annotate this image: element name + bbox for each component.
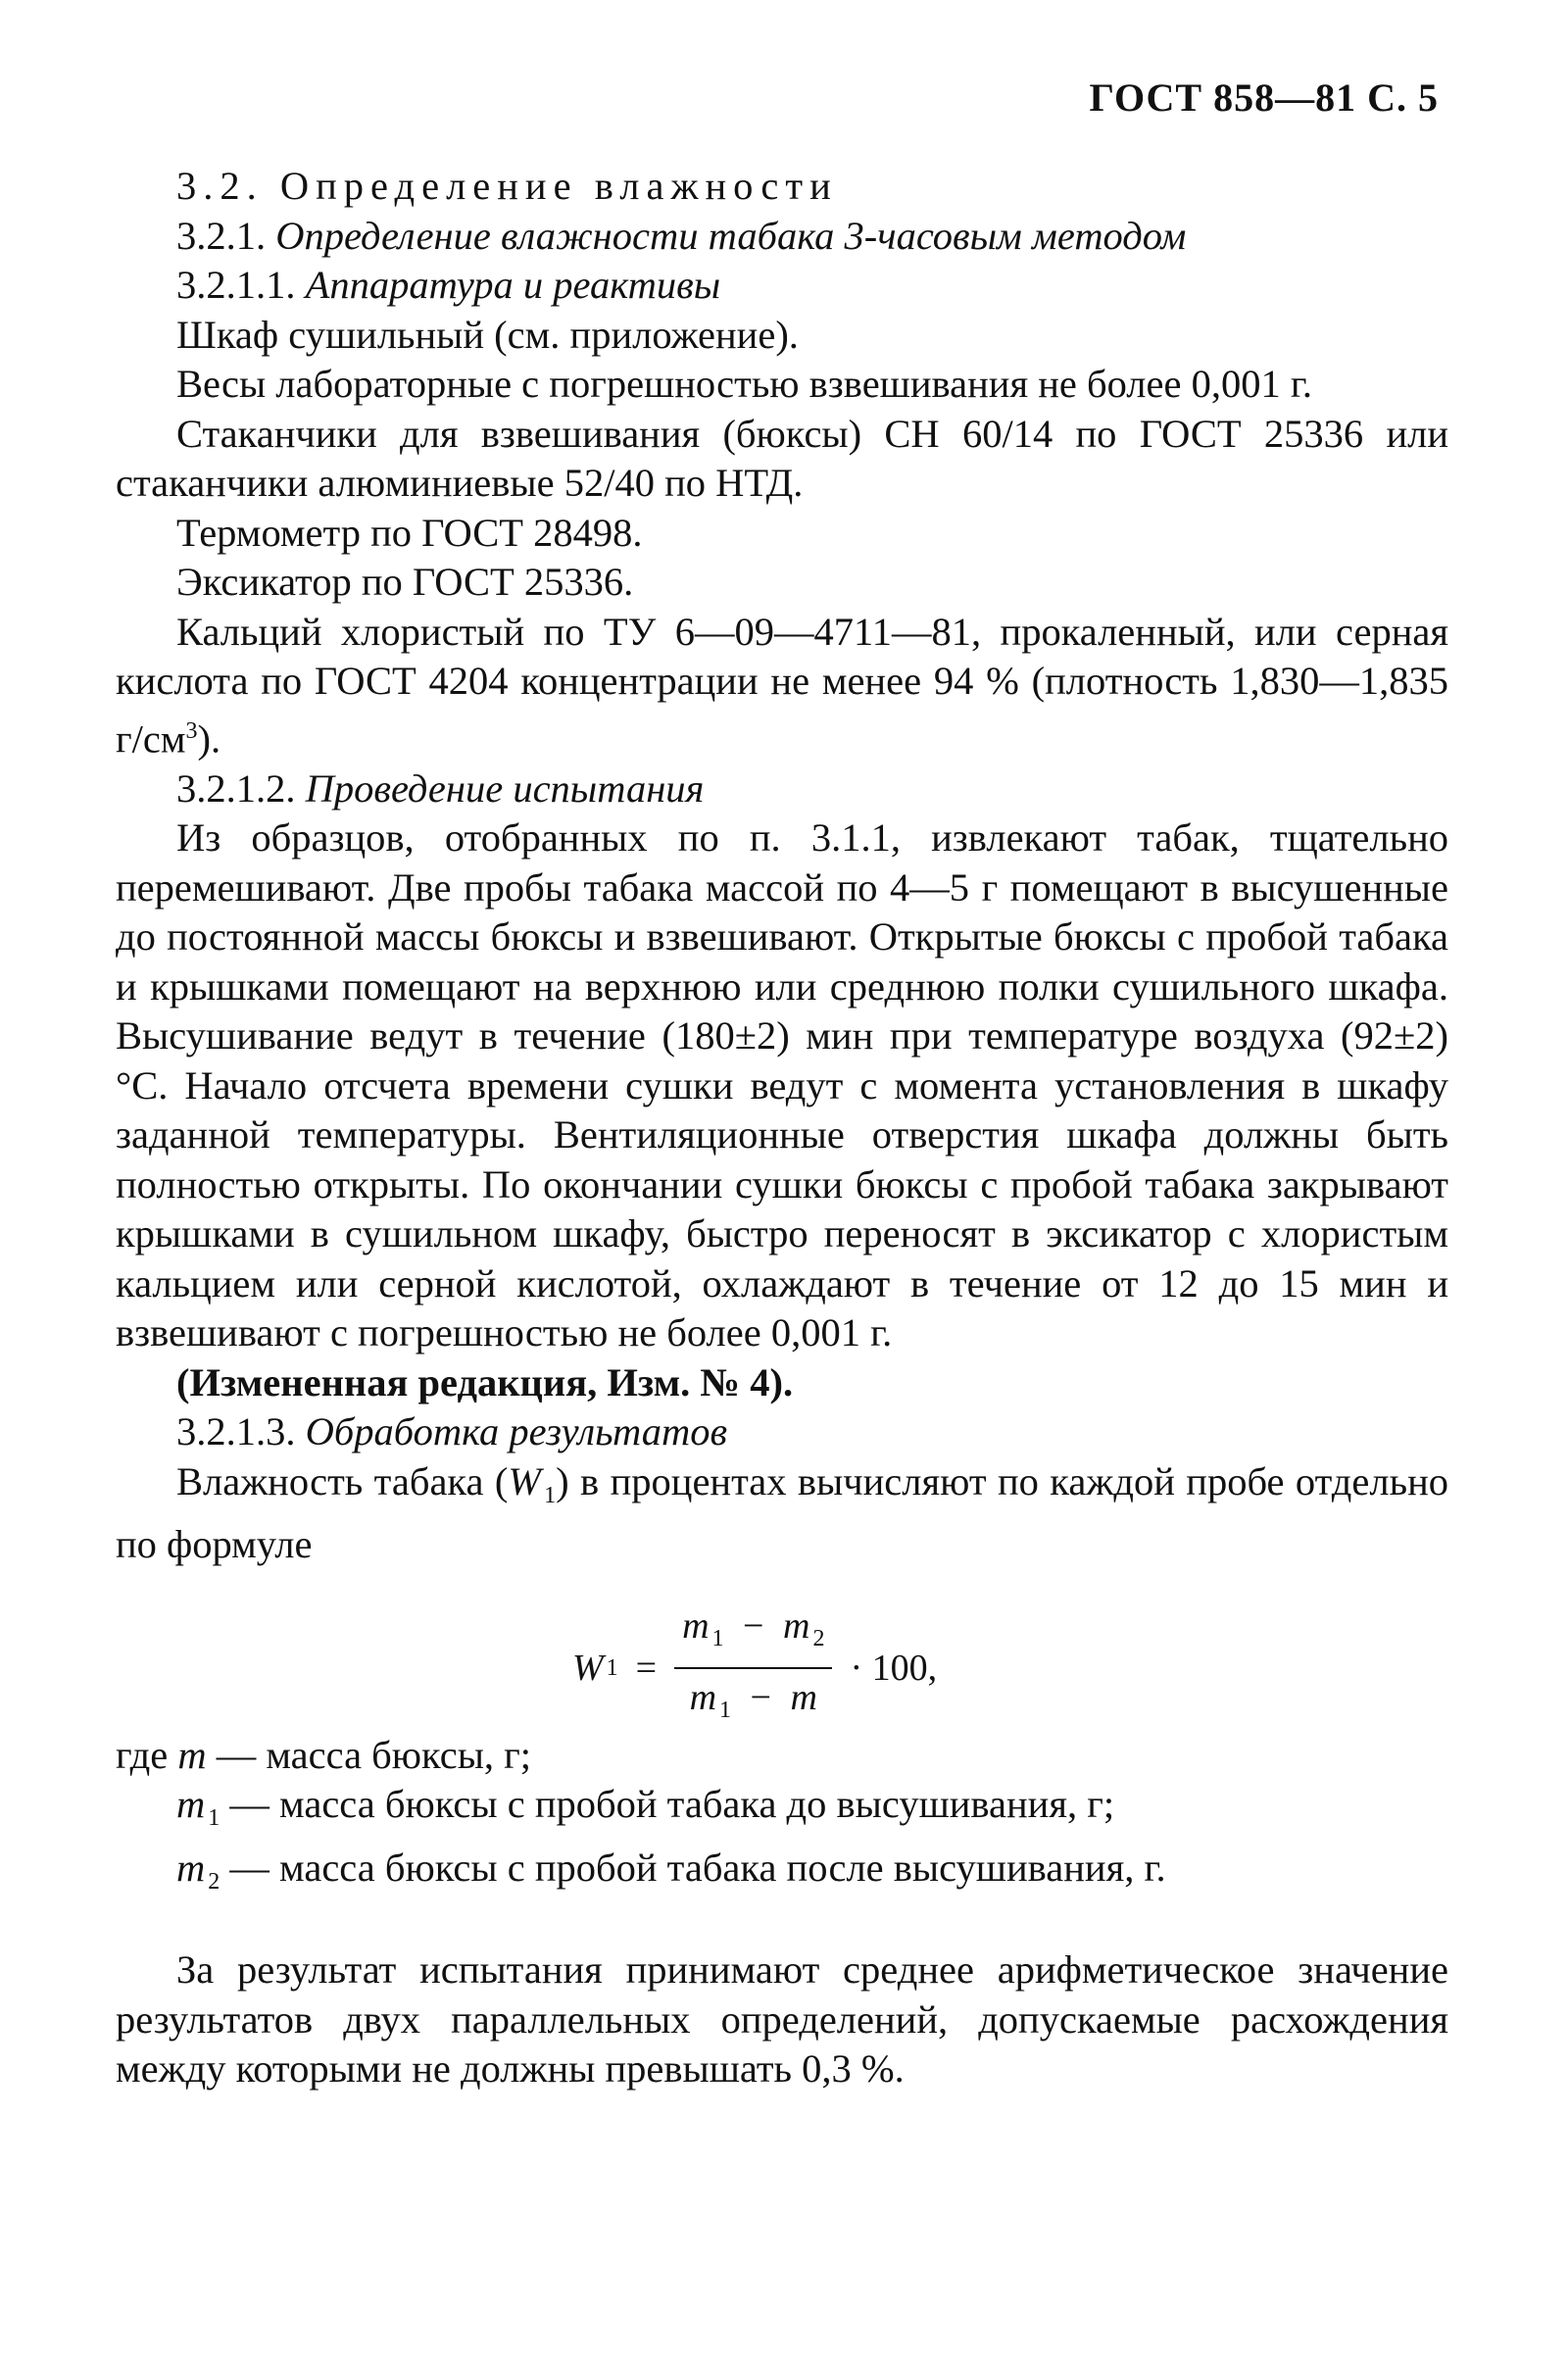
page-header: ГОСТ 858—81 С. 5 <box>1089 75 1439 120</box>
definition-symbol: m <box>177 1732 207 1777</box>
var-m: m <box>790 1677 817 1718</box>
section-number: 3.2.1.3. <box>176 1409 296 1453</box>
paragraph-test-procedure: Из образцов, отобранных по п. 3.1.1, извлекают табак, тщательно перемешивают. Две пробы табака массой по 4—5 г помещают в высушенные до постоянной массы бюксы и взвешивают. Открытые бюксы с пробой табака и крышками помещают на верхнюю или среднюю полки сушильного шкафа. Высушивание ведут в течение (180±2) мин при температуре воздуха (92±2) °С. Начало отсчета времени сушки ведут с момента установления в шкафу заданной температуры. Вентиляционные отверстия шкафа должны быть полностью открыты. По окончании сушки бюксы с пробой табака закрывают крышками в сушильном шкафу, быстро переносят в эксикатор с хлористым кальцием или серной кислотой, охлаждают в течение от 12 до 15 мин и взвешивают с погрешностью не более 0,001 г. <box>116 815 1448 1354</box>
paragraph-desiccator: Эксикатор по ГОСТ 25336. <box>176 560 634 604</box>
paragraph-humidity-formula-intro <box>116 1457 1448 1570</box>
formula-tail: · 100, <box>850 1647 938 1689</box>
paragraph-scales: Весы лабораторные с погрешностью взвешивания не более 0,001 г. <box>176 362 1312 406</box>
section-heading-3-2-1-2 <box>116 764 1448 814</box>
paragraph-conclusion: За результат испытания принимают среднее арифметическое значение результатов двух параллельных определений, допускаемые расхождения между которыми не должны превышать 0,3 %. <box>116 1947 1448 2091</box>
definition-sub: 1 <box>208 1805 220 1831</box>
minus-sign: − <box>750 1677 771 1718</box>
var-m: m <box>682 1604 710 1647</box>
paragraph-text: Кальций хлористый по ТУ 6—09—4711—81, прокаленный, или серная кислота по ГОСТ 4204 концентрации не менее 94 % (плотность 1,830—1,835 г/см <box>116 609 1448 761</box>
var-sub: 1 <box>719 1698 732 1723</box>
minus-sign: − <box>743 1604 764 1647</box>
formula-definitions <box>116 1731 1448 1907</box>
paragraph-thermometer: Термометр по ГОСТ 28498. <box>176 510 643 555</box>
var-sub: 2 <box>812 1625 825 1651</box>
definition-sub: 2 <box>208 1868 220 1895</box>
superscript: 3 <box>185 717 198 744</box>
section-number: 3.2.1.1. <box>176 263 296 307</box>
section-number: 3.2.1.2. <box>176 765 296 811</box>
paragraph-weighing-cups: Стаканчики для взвешивания (бюксы) СН 60/14 по ГОСТ 25336 или стаканчики алюминиевые 52/40 по НТД. <box>116 411 1448 505</box>
subscript: 1 <box>544 1482 557 1508</box>
formula-lhs-sub: 1 <box>606 1654 618 1681</box>
var-sub: 1 <box>711 1625 724 1651</box>
humidity-formula <box>116 1574 1448 1731</box>
formula-lhs: W <box>572 1647 604 1689</box>
section-title: Проведение испытания <box>305 765 705 811</box>
paragraph-calcium-chloride <box>116 608 1448 764</box>
definition-prefix: где <box>116 1732 178 1777</box>
paragraph-text-end: ). <box>197 716 221 761</box>
section-number: 3.2.1. <box>176 213 267 258</box>
formula-equals: = <box>635 1647 658 1689</box>
document-body <box>116 162 1448 2094</box>
section-title: Определение влажности табака 3-часовым методом <box>275 213 1187 258</box>
var-m: m <box>782 1604 810 1647</box>
formula-expression <box>572 1601 937 1736</box>
edit-note: (Измененная редакция, Изм. № 4). <box>176 1359 794 1404</box>
section-heading-3-2: 3.2. Определение влажности <box>176 164 838 208</box>
definition-symbol: m <box>176 1782 206 1826</box>
definition-text: — масса бюксы, г; <box>206 1732 532 1777</box>
definition-text: — масса бюксы с пробой табака после высушивания, г. <box>220 1845 1166 1890</box>
paragraph-text: Влажность табака ( <box>176 1458 509 1503</box>
definition-symbol: m <box>176 1845 206 1890</box>
section-heading-3-2-1-1 <box>116 261 1448 311</box>
paragraph-text-end: ) в процентах вычисляют по каждой пробе отдельно по формуле <box>116 1458 1448 1566</box>
section-heading-3-2-1-3 <box>116 1407 1448 1457</box>
formula-numerator <box>674 1601 832 1670</box>
var-m: m <box>689 1677 717 1718</box>
definition-text: — масса бюксы с пробой табака до высушивания, г; <box>220 1782 1115 1826</box>
formula-denominator <box>682 1669 825 1736</box>
paragraph-drying-cabinet: Шкаф сушильный (см. приложение). <box>176 312 799 357</box>
formula-fraction <box>674 1601 832 1736</box>
section-title: Аппаратура и реактивы <box>305 263 721 307</box>
symbol: W <box>508 1458 542 1503</box>
section-title: Обработка результатов <box>305 1409 728 1453</box>
definition-m2 <box>116 1844 1448 1907</box>
definition-m1 <box>116 1780 1448 1844</box>
section-heading-3-2-1 <box>116 212 1448 262</box>
definition-m <box>116 1731 1448 1781</box>
